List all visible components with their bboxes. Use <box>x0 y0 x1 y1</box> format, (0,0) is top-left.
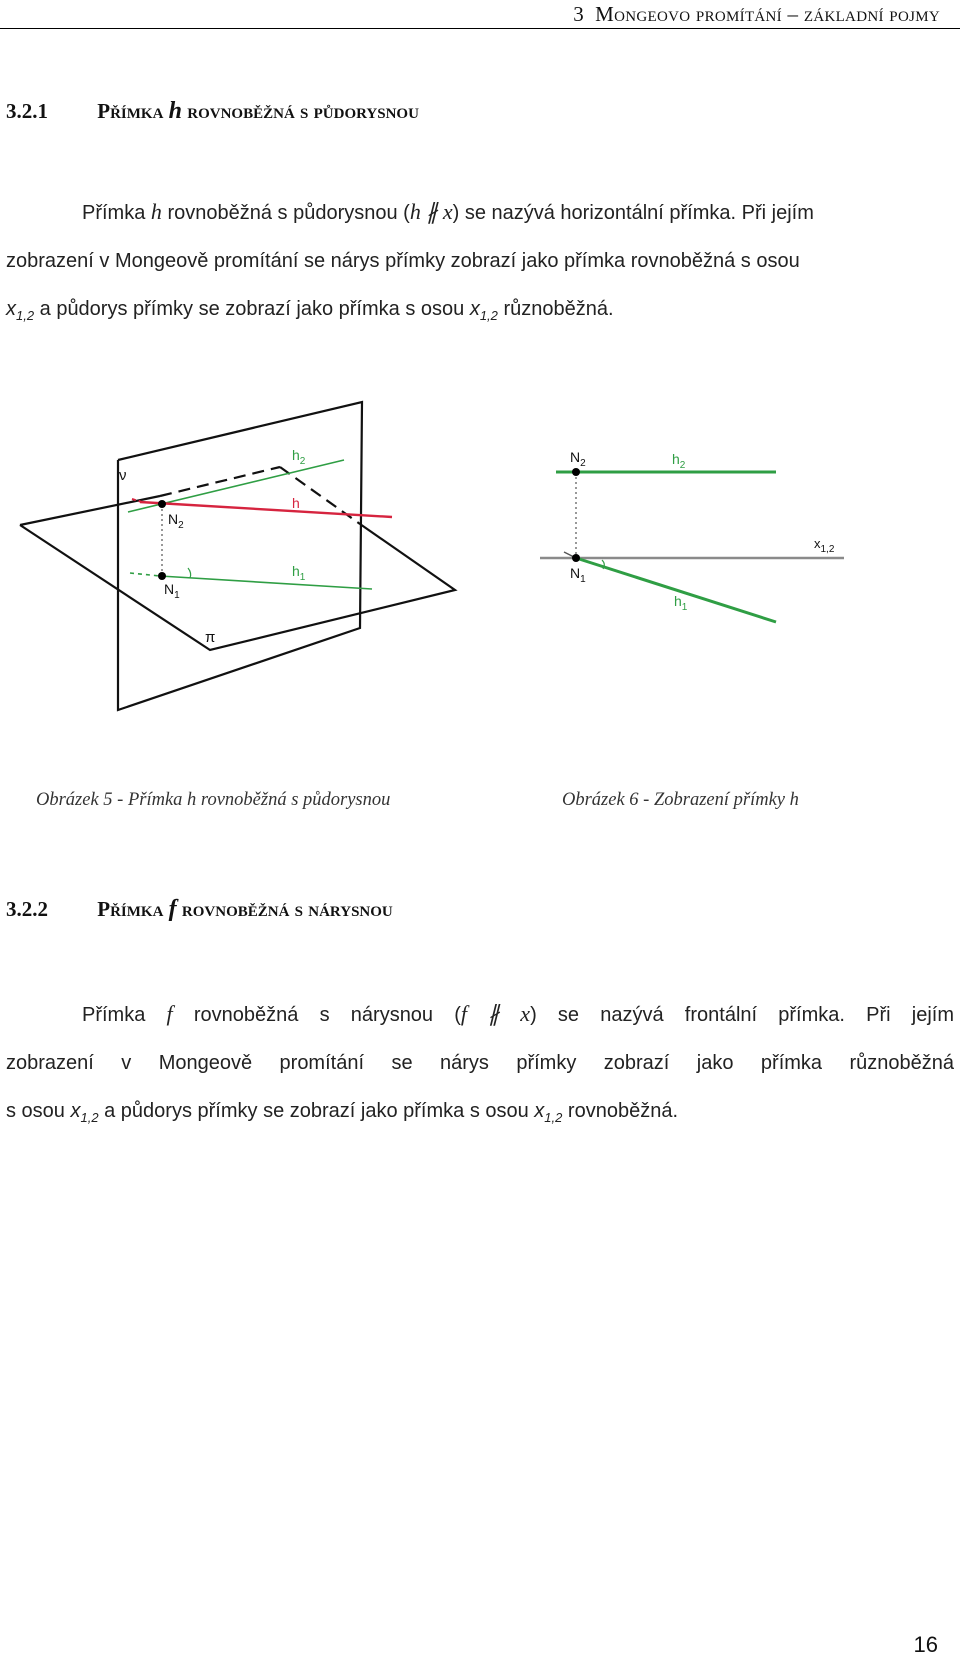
label-N2: $N_2$ <box>168 511 184 531</box>
figure-5-caption: Obrázek 5 - Přímka h rovnoběžná s půdorysnou <box>36 790 391 810</box>
paragraph-line: zobrazení v Mongeově promítání se nárys přímky zobrazí jako přímka rovnoběžná s osou <box>6 250 800 272</box>
label-h2: $h_2$ <box>672 451 686 471</box>
point-N1 <box>572 554 580 562</box>
section-heading-3-2-2 <box>6 896 393 923</box>
paragraph-line: $x_{1,2}$ a půdorys přímky se zobrazí jako přímka s osou $x_{1,2}$ různoběžná. <box>6 298 614 323</box>
angle-arc <box>188 568 191 578</box>
figure-6-caption: Obrázek 6 - Zobrazení přímky h <box>562 790 799 810</box>
section-title-pre: Přímka <box>97 99 164 123</box>
label-nu: ν <box>119 467 127 484</box>
paragraph-line: zobrazení v Mongeově promítání se nárys přímky zobrazí jako přímka různoběžná <box>6 1052 954 1074</box>
section-title-post: rovnoběžná s nárysnou <box>181 897 393 921</box>
header-rule <box>0 28 960 29</box>
page-number: 16 <box>913 1632 938 1657</box>
label-h1: $h_1$ <box>674 593 688 613</box>
paragraph-frontal-line <box>6 990 954 1142</box>
label-N1: $N_1$ <box>164 581 180 601</box>
figure-6-monge-projection <box>520 430 860 630</box>
label-x12: $x_{1,2}$ <box>814 536 835 555</box>
running-header <box>573 2 940 27</box>
paragraph-line: s osou $x_{1,2}$ a půdorys přímky se zobrazí jako přímka s osou $x_{1,2}$ rovnoběžná. <box>6 1100 679 1125</box>
chapter-title: Mongeovo promítání – základní pojmy <box>595 2 940 26</box>
line-h1 <box>576 558 776 622</box>
paragraph-line: Přímka h rovnoběžná s půdorysnou (h ∦ x) se nazývá horizontální přímka. Při jejím <box>82 199 814 224</box>
label-h1: $h_1$ <box>292 563 306 583</box>
frontal-plane-nu <box>118 402 362 710</box>
section-number: 3.2.2 <box>6 897 48 921</box>
paragraph-horizontal-line <box>6 188 954 340</box>
section-title-pre: Přímka <box>97 897 164 921</box>
label-pi: π <box>205 629 216 646</box>
chapter-number: 3 <box>573 2 585 26</box>
section-number: 3.2.1 <box>6 99 48 123</box>
point-N2 <box>158 500 166 508</box>
point-N2 <box>572 468 580 476</box>
section-title-var: h <box>168 98 183 124</box>
ground-plane-hidden-edge <box>160 467 280 496</box>
figure-5-spatial-diagram <box>0 390 480 730</box>
section-title-post: rovnoběžná s půdorysnou <box>187 99 419 123</box>
label-N1: $N_1$ <box>570 565 586 585</box>
label-h2: $h_2$ <box>292 447 306 467</box>
point-N1 <box>158 572 166 580</box>
ground-plane-pi <box>20 524 455 650</box>
label-h: h <box>292 495 300 511</box>
section-heading-3-2-1 <box>6 98 419 125</box>
paragraph-line: Přímka f rovnoběžná s nárysnou (f ∦ x) se nazývá frontální přímka. Při jejím <box>82 1001 955 1026</box>
line-h1 <box>160 576 372 589</box>
label-N2: $N_2$ <box>570 449 586 469</box>
section-title-var: f <box>168 896 177 922</box>
line-h1-hidden <box>130 573 160 576</box>
